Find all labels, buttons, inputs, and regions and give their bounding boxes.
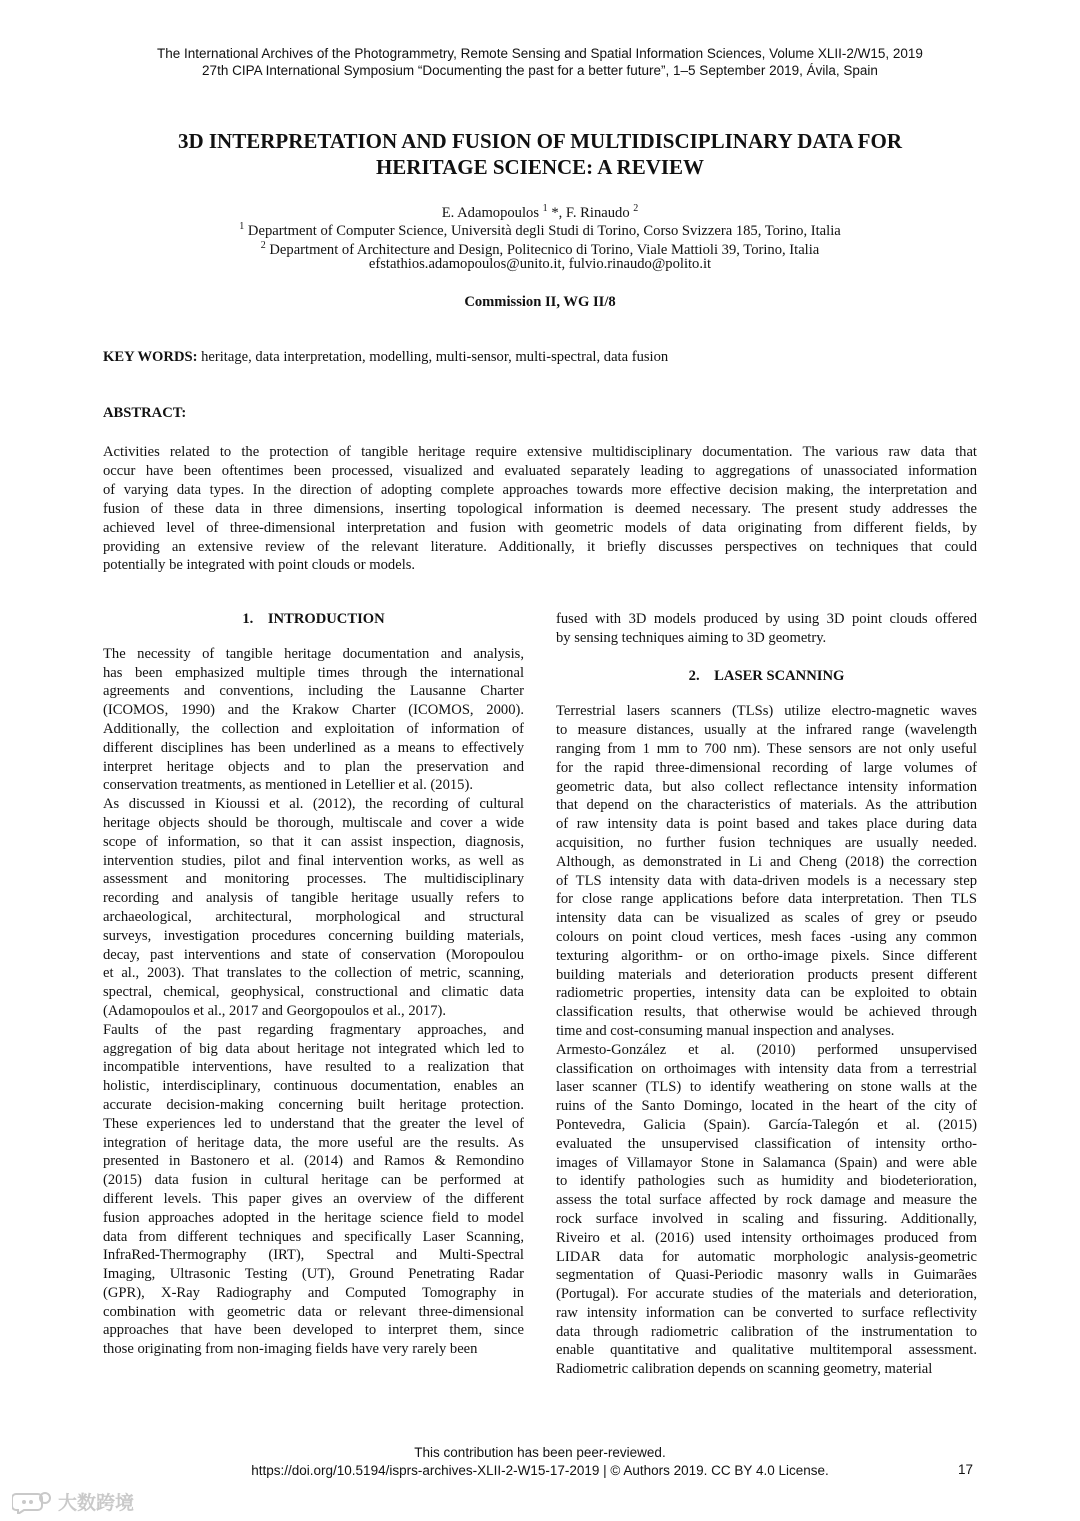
intro-p2-line: scope of information, so that it can assist inspection, diagnosis, [103,833,524,850]
intro-cont-line: fused with 3D models produced by using 3D point clouds offered [556,611,977,627]
keywords-text: heritage, data interpretation, modelling, multi-sensor, multi-spectral, data fusion [197,349,669,365]
laser-p2-line: to identify pathologies such as humidity and biodeterioration, [556,1173,977,1190]
intro-p3-line: Imaging, Ultrasonic Testing (UT), Ground Penetrating Radar [103,1266,524,1283]
abstract-line: providing an extensive review of the relevant literature. Additionally, it briefly discusses perspectives on techniques that could [103,538,977,555]
intro-p1-line: Additionally, the collection and exploitation of information of [103,720,524,737]
laser-p1-line: acquisition, no further fusion techniques are usually needed. [556,834,977,851]
page-number: 17 [958,1462,974,1477]
laser-p1-line: for the rapid three-dimensional recording of large volumes of [556,759,977,776]
abstract-heading: ABSTRACT: [103,405,187,421]
abstract-line: occur have been oftentimes been processed, visualized and evaluated separately leading to aggregations of unassociated information [103,462,977,479]
intro-p1-line: conservation treatments, as mentioned in Letellier et al. (2015). [103,777,473,794]
abstract-line: of varying data types. In the direction of adopting complete approaches towards more effective decision making, the interpretation and [103,481,977,498]
intro-p2-line: As discussed in Kioussi et al. (2012), the recording of cultural [103,796,524,813]
laser-p1-line: texturing algorithm- or on ortho-image pixels. Since different [556,947,977,964]
abstract-line: Activities related to the protection of tangible heritage require extensive multidisciplinary documentation. The various raw data that [103,444,977,460]
laser-p2-line: ruins of the Santo Domingo, located in the heart of the city of [556,1098,977,1115]
author-1-mark: *, [547,204,566,221]
intro-p2-line: archaeological, architectural, morphological and structural [103,908,524,925]
laser-p1-line: Although, as demonstrated in Li and Cheng (2018) the correction [556,853,977,870]
intro-p2-line: spectral, chemical, geophysical, constructional and climatic data [103,984,524,1001]
intro-p3-line: These experiences led to understand that the greater the level of [103,1115,524,1132]
laser-p1-line: colours on point cloud vertices, mesh faces -using any common [556,928,977,945]
paper-title [100,128,980,180]
laser-p1-line: time and cost-consuming manual inspection and analyses. [556,1022,895,1039]
left-column [103,610,524,1359]
author-emails: efstathios.adamopoulos@unito.it, fulvio.rinaudo@polito.it [368,256,712,272]
commission: Commission II, WG II/8 [464,294,616,310]
intro-p3-line: approaches that have been developed to interpret them, since [103,1322,524,1339]
laser-p2-line: laser scanner (TLS) to identify weathering on stone walls at the [556,1079,977,1096]
laser-p2-line: Armesto-González et al. (2010) performed unsupervised [556,1041,977,1058]
intro-p3-line: fusion approaches adopted in the heritage science field to model [103,1209,524,1226]
doi-line [0,1462,1080,1480]
affiliation-2-text: Department of Architecture and Design, Politecnico di Torino, Viale Mattioli 39, Torino, Italia [269,241,820,258]
laser-p1-line: building materials and deterioration products present different [556,966,977,983]
intro-p2-line: (Adamopoulos et al., 2017 and Georgopoulos et al., 2017). [103,1002,447,1019]
affiliation-1-text: Department of Computer Science, Università degli Studi di Torino, Corso Svizzera 185, Torino, Italia [247,222,841,239]
laser-p2-line: images of Villamayor Stone in Salamanca (Spain) and were able [556,1154,977,1171]
intro-p3-line: incompatible interventions, have resulted to a realization that [103,1059,524,1076]
author-1-sup: 1 [542,203,548,214]
intro-p3-line: Faults of the past regarding fragmentary approaches, and [103,1021,524,1038]
watermark-text: 大数跨境 [58,1492,135,1514]
laser-p1-line: of TLS intensity data with data-driven models is a necessary step [556,872,977,889]
intro-continuation [556,610,977,648]
intro-paragraph-1 [103,645,524,795]
laser-paragraph-1 [556,702,977,1040]
author-2-sup: 2 [633,203,639,214]
intro-p2-line: decay, past interventions and state of conservation (Moropoulou [103,946,524,963]
affiliation-1-sup: 1 [239,221,245,232]
intro-p3-line: those originating from non-imaging fields have very rarely been [103,1341,478,1358]
laser-paragraph-2 [556,1041,977,1379]
abstract-line: fusion of these data in three dimensions, inserting topological information is deemed necessary. The present study addresses the [103,500,977,517]
laser-p1-line: to measure distances, usually at the infrared range (wavelength [556,722,977,739]
intro-p3-line: presented in Bastonero et al. (2014) and Ramos & Remondino [103,1153,524,1170]
intro-p2-line: recording and analysis of tangible heritage usually refers to [103,890,524,907]
laser-p2-line: LIDAR data for automatic morphologic analysis-geometric [556,1248,977,1265]
intro-paragraph-3 [103,1021,524,1359]
title-line-1: 3D INTERPRETATION AND FUSION OF MULTIDISCIPLINARY DATA FOR [177,129,903,153]
keywords [103,349,983,366]
intro-p3-line: (GPR), X-Ray Radiography and Computed Tomography in [103,1284,524,1301]
laser-p2-line: (Portugal). For accurate studies of the materials and deterioration, [556,1286,977,1303]
peer-review-note: This contribution has been peer-reviewed. [414,1445,666,1460]
laser-p2-line: rock surface involved in scaling and fissuring. Additionally, [556,1210,977,1227]
intro-p1-line: agreements and conventions, including the Lausanne Charter [103,683,524,700]
intro-p2-line: intervention studies, pilot and final intervention works, as well as [103,852,524,869]
abstract-line: achieved level of three-dimensional interpretation and fusion with geometric models of data originating from different fields, by [103,519,977,536]
intro-p1-line: different disciplines has been underlined as a means to effectively [103,739,524,756]
laser-p1-line: radiometric properties, intensity data can be exploited to obtain [556,985,977,1002]
laser-p1-line: classification results, that otherwise would be achieved through [556,1004,977,1021]
laser-p2-line: data through radiometric calibration of the instrumentation to [556,1323,977,1340]
laser-p1-line: of raw intensity data is point based and takes place during data [556,816,977,833]
laser-p1-line: for close range applications before data interpretation. Then TLS [556,891,977,908]
intro-p2-line: assessment and monitoring processes. The multidisciplinary [103,871,524,888]
intro-p1-line: interpret heritage objects and to plan the preservation and [103,758,524,775]
running-header-line-1: The International Archives of the Photogrammetry, Remote Sensing and Spatial Information Sciences, Volume XLII-2/W15, 2019 [157,46,923,61]
laser-p1-line: intensity data can be visualized as scales of grey or pseudo [556,910,977,927]
laser-p2-line: Pontevedra, Galicia (Spain). García-Talegón et al. (2015) [556,1116,977,1133]
laser-p1-line: geometric data, but also collect reflectance intensity information [556,778,977,795]
affiliation-2-sup: 2 [260,240,266,251]
intro-p3-line: combination with geometric data or relevant three-dimensional [103,1303,524,1320]
title-line-2: HERITAGE SCIENCE: A REVIEW [375,155,705,179]
keywords-label: KEY WORDS: [103,349,198,365]
right-column [556,610,977,1379]
section-1-heading: 1. INTRODUCTION [242,611,385,627]
intro-p3-line: aggregation of big data about heritage not integrated which led to [103,1040,524,1057]
intro-p1-line: The necessity of tangible heritage documentation and analysis, [103,645,524,662]
abstract-line: potentially be integrated with point clouds or models. [103,557,416,574]
laser-p2-line: segmentation of Quasi-Periodic masonry walls in Guimarães [556,1267,977,1284]
intro-p2-line: et al., 2003). That translates to the collection of metric, scanning, [103,965,524,982]
laser-p2-line: assess the total surface affected by rock damage and measure the [556,1192,977,1209]
laser-p2-line: enable quantitative and qualitative multitemporal assessment. [556,1342,977,1359]
laser-p2-line: Radiometric calibration depends on scanning geometry, material [556,1361,933,1378]
intro-p3-line: different levels. This paper gives an overview of the different [103,1190,524,1207]
laser-p2-line: Riveiro et al. (2016) used intensity orthoimages produced from [556,1229,977,1246]
author-2: F. Rinaudo [565,204,630,221]
intro-p2-line: surveys, investigation procedures concerning building materials, [103,927,524,944]
intro-p3-line: holistic, interdisciplinary, continuous documentation, enables an [103,1078,524,1095]
intro-p3-line: integration of heritage data, the more useful are the results. As [103,1134,524,1151]
intro-p3-line: (2015) data fusion in cultural heritage can be performed at [103,1172,524,1189]
laser-p1-line: Terrestrial lasers scanners (TLSs) utilize electro-magnetic waves [556,703,977,720]
running-header-line-2: 27th CIPA International Symposium “Documenting the past for a better future”, 1–5 September 2019, Ávila, Spain [202,63,878,78]
intro-p1-line: (ICOMOS, 1990) and the Krakow Charter (ICOMOS, 2000). [103,702,524,719]
intro-p1-line: has been emphasized multiple times through the international [103,664,524,681]
section-2-heading: 2. LASER SCANNING [688,667,845,684]
intro-p3-line: accurate decision-making concerning built heritage protection. [103,1096,524,1113]
laser-p1-line: ranging from 1 mm to 700 nm). These sensors are not only useful [556,740,977,757]
intro-p3-line: data from different techniques and specifically Laser Scanning, [103,1228,524,1245]
intro-p3-line: InfraRed-Thermography (IRT), Spectral and Multi-Spectral [103,1247,524,1264]
chat-bubble-icon [12,1490,52,1514]
intro-cont-line: by sensing techniques aiming to 3D geometry. [556,629,827,646]
intro-p2-line: heritage objects should be thorough, multiscale and cover a wide [103,814,524,831]
laser-p2-line: classification on orthoimages with intensity data from a terrestrial [556,1060,977,1077]
author-1: E. Adamopoulos [441,204,540,221]
doi-link[interactable]: https://doi.org/10.5194/isprs-archives-XLII-2-W15-17-2019 | © Authors 2019. CC BY 4.0 License. [251,1463,829,1478]
laser-p1-line: that depend on the characteristics of materials. As the attribution [556,797,977,814]
laser-p2-line: evaluated the unsupervised classification of intensity ortho- [556,1135,977,1152]
laser-p2-line: raw intensity information can be converted to surface reflectivity [556,1304,977,1321]
watermark [12,1488,134,1515]
intro-paragraph-2 [103,795,524,1021]
abstract-body [103,443,977,575]
